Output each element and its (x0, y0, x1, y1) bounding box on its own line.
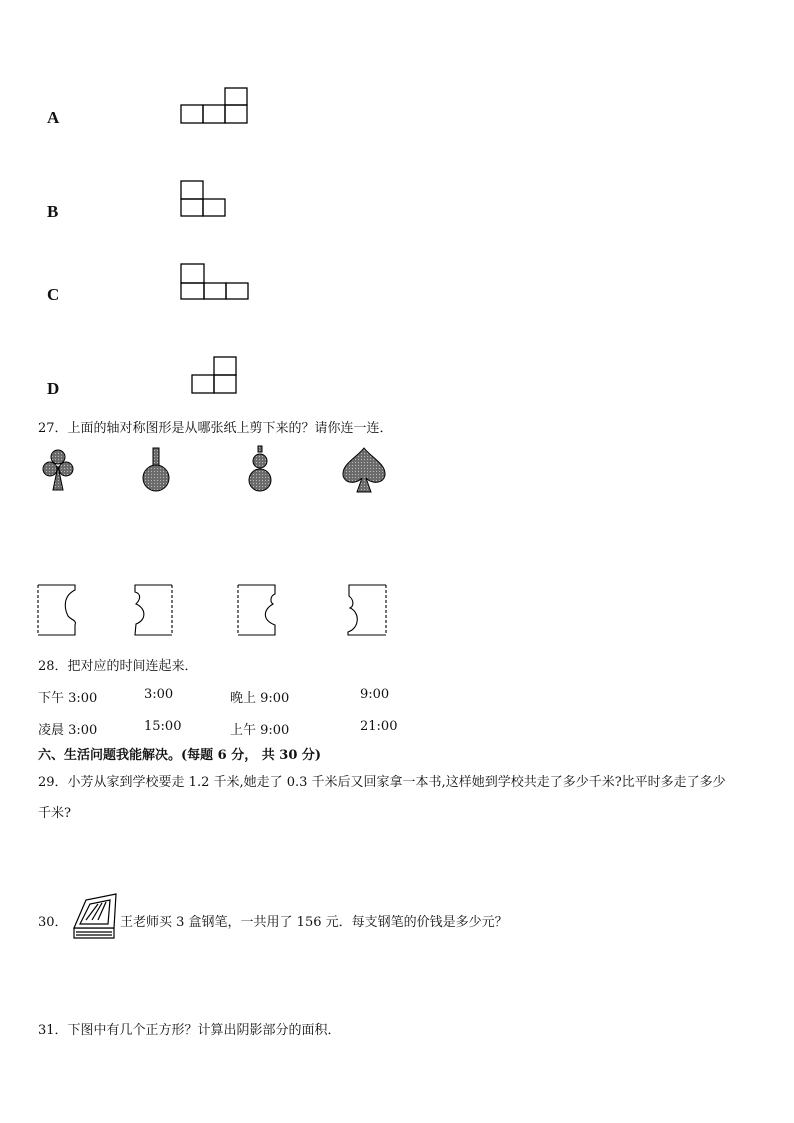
question-number: 29． (38, 775, 68, 790)
club-shape-icon[interactable] (43, 450, 73, 490)
option-c-figure (180, 263, 252, 301)
question-text: 把对应的时间连起来． (67, 659, 198, 674)
folded-papers-row (30, 580, 410, 640)
question-number: 31． (38, 1023, 68, 1038)
spade-shape-icon[interactable] (343, 448, 385, 492)
option-d-label[interactable]: D (47, 379, 60, 398)
question-27 (38, 417, 393, 436)
time-cell[interactable]: 15:00 (144, 719, 182, 734)
question-28 (38, 655, 198, 674)
folded-paper-b-icon[interactable] (135, 585, 172, 635)
folded-paper-c-icon[interactable] (238, 585, 275, 635)
option-b-figure (180, 180, 230, 218)
time-cell[interactable]: 9:00 (360, 687, 390, 702)
ball-on-stick-shape-icon[interactable] (143, 448, 169, 491)
pen-box-icon (66, 890, 120, 942)
question-text: 上面的轴对称图形是从哪张纸上剪下来的？请你连一连． (67, 421, 393, 436)
time-cell[interactable]: 晚上 9:00 (230, 691, 290, 706)
time-cell[interactable]: 凌晨 3:00 (38, 723, 98, 738)
time-cell[interactable]: 上午 9:00 (230, 723, 290, 738)
question-text: 小芳从家到学校要走 1.2 千米,她走了 0.3 千米后又回家拿一本书,这样她到学校共走了多少千米?比平时多走了多少 (67, 775, 726, 790)
question-29-continuation: 千米? (38, 806, 71, 821)
folded-paper-a-icon[interactable] (38, 585, 75, 635)
question-30-number: 30． (38, 915, 68, 930)
question-31 (38, 1019, 341, 1038)
gourd-shape-icon[interactable] (249, 446, 271, 491)
time-cell[interactable]: 21:00 (360, 719, 398, 734)
question-text: 下图中有几个正方形？计算出阴影部分的面积． (67, 1023, 341, 1038)
option-a-figure (180, 87, 250, 125)
question-29 (38, 771, 726, 790)
question-30-text: 王老师买 3 盒钢笔，一共用了 156 元．每支钢笔的价钱是多少元？ (120, 915, 508, 930)
option-d-figure (191, 356, 241, 396)
section-title: 六、生活问题我能解决。(每题 6 分， 共 30 分) (38, 748, 322, 763)
time-cell[interactable]: 3:00 (144, 687, 174, 702)
symmetric-shapes-row (30, 440, 410, 500)
time-cell[interactable]: 下午 3:00 (38, 691, 98, 706)
option-a-label[interactable]: A (47, 108, 60, 127)
question-number: 28． (38, 659, 68, 674)
folded-paper-d-icon[interactable] (348, 585, 386, 635)
option-b-label[interactable]: B (47, 202, 59, 221)
option-c-label[interactable]: C (47, 285, 60, 304)
question-number: 27． (38, 421, 68, 436)
